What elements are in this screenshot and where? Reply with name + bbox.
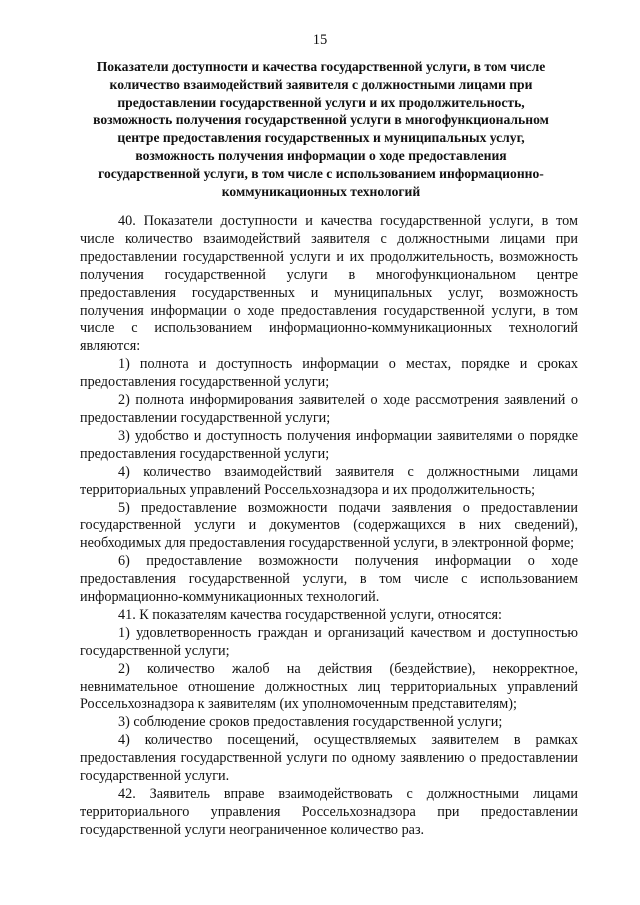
page-number: 15 [312, 32, 328, 48]
list-item-41-4: 4) количество посещений, осуществляемых заявителем в рамках предоставления государственной услуги по одному заявлению о предоставлении государственной услуги. [80, 732, 578, 785]
list-item-41-1: 1) удовлетворенность граждан и организаций качеством и доступностью государственной услуги; [80, 624, 578, 659]
list-item-40-2: 2) полнота информирования заявителей о ходе рассмотрения заявлений о предоставлении государственной услуги; [80, 392, 578, 426]
section-heading: Показатели доступности и качества государственной услуги, в том числе количество взаимодействий заявителя с должностными лицами при предоставлении государственной услуги и их продолжительность, возможность получения государственной услуги в многофункциональном центре предоставления государственных и муниципальных услуг, возможность получения информации о ходе предоставления государственной услуги, в том числе с использованием информационно-коммуникационных технологий [93, 59, 549, 199]
paragraph-41: 41. К показателям качества государственной услуги, относятся: [118, 606, 502, 623]
list-item-40-3: 3) удобство и доступность получения информации заявителями о порядке предоставления государственной услуги; [80, 427, 578, 462]
list-item-40-1: 1) полнота и доступность информации о местах, порядке и сроках предоставления государственной услуги; [80, 356, 578, 391]
list-item-40-5: 5) предоставление возможности подачи заявления о предоставлении государственной услуги и документов (содержащихся в них сведений), необходимых для предоставления государственной услуги, в электронной форме; [80, 499, 578, 552]
list-item-41-3: 3) соблюдение сроков предоставления государственной услуги; [118, 714, 503, 731]
list-item-40-6: 6) предоставление возможности получения информации о ходе предоставления государственной услуги, в том числе с использованием информационно-коммуникационных технологий. [80, 553, 578, 606]
body-text [80, 213, 578, 840]
list-item-41-2: 2) количество жалоб на действия (бездействие), некорректное, невнимательное отношение должностных лиц территориальных управлений Россельхознадзора к заявителям (их уполномоченным представителям); [80, 660, 578, 713]
list-item-40-4: 4) количество взаимодействий заявителя с должностными лицами территориальных управлений Россельхознадзора и их продолжительность; [80, 463, 578, 498]
paragraph-42: 42. Заявитель вправе взаимодействовать с должностными лицами территориального управления Россельхознадзора при предоставлении государственной услуги неограниченное количество раз. [80, 786, 578, 838]
paragraph-40: 40. Показатели доступности и качества государственной услуги, в том числе количество взаимодействий заявителя с должностными лицами при предоставлении государственной услуги и их продолжительность, возможность получения государственной услуги в многофункциональном центре предоставления государственных и муниципальных услуг, возможность получения информации о ходе предоставления государственной услуги, в том числе с использованием информационно-коммуникационных технологий являются: [80, 213, 578, 355]
